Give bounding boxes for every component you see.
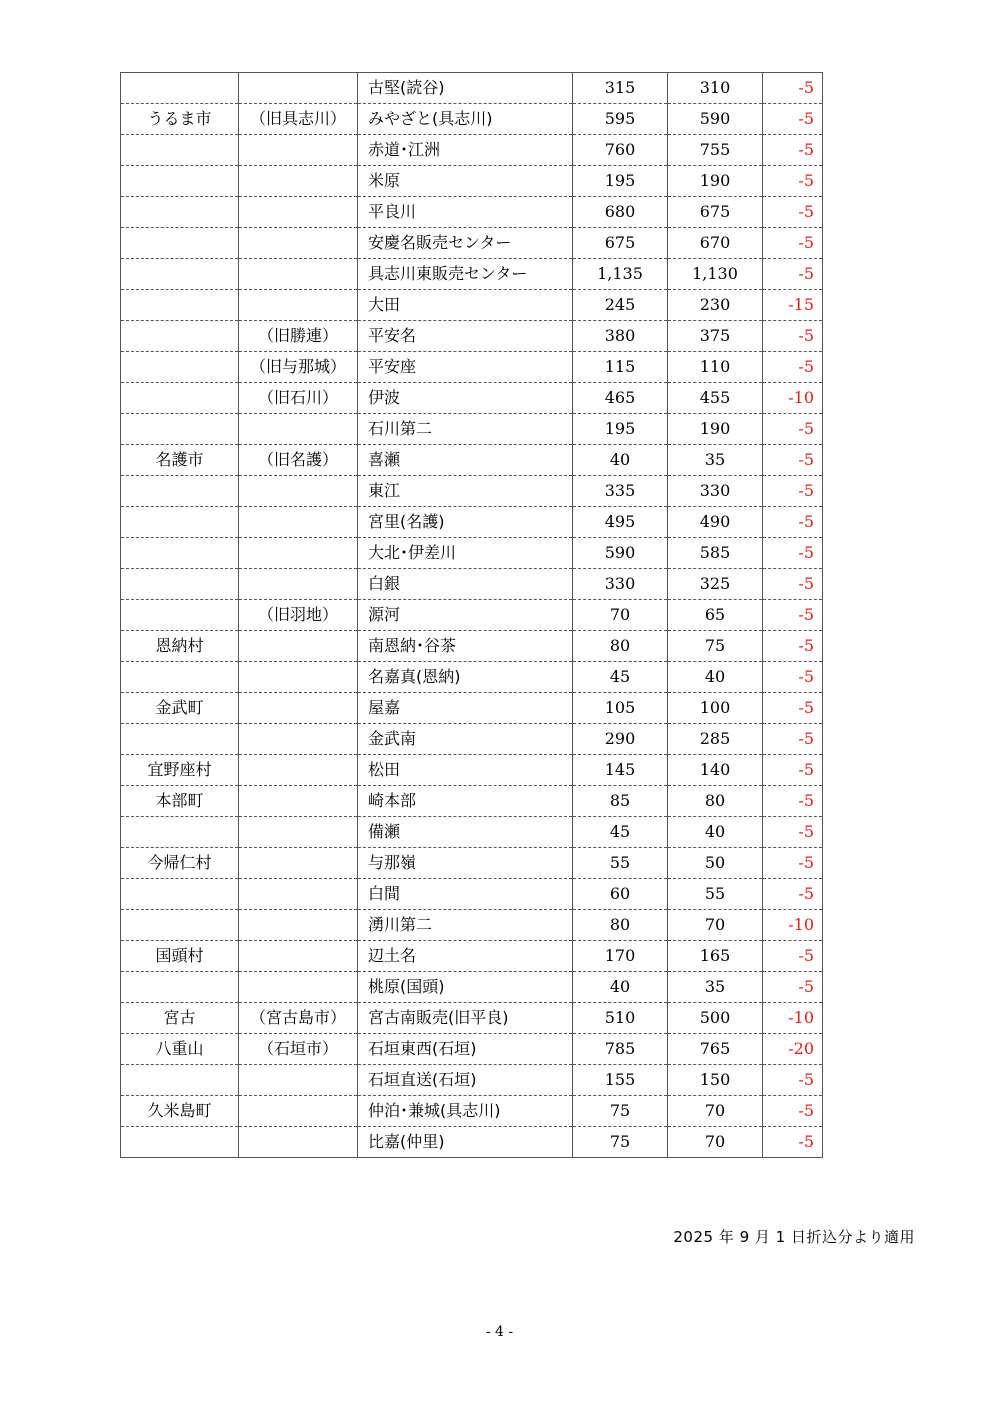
table-row — [121, 879, 823, 910]
municipality-cell — [121, 724, 239, 755]
municipality-cell — [121, 910, 239, 941]
after-count-cell: 140 — [668, 755, 763, 786]
table-row — [121, 290, 823, 321]
before-count-cell: 75 — [573, 1096, 668, 1127]
municipality-cell: 宮古 — [121, 1003, 239, 1034]
after-count-cell: 70 — [668, 1127, 763, 1158]
before-count-cell: 80 — [573, 910, 668, 941]
before-count-cell: 40 — [573, 445, 668, 476]
shop-name-cell: 源河 — [358, 600, 573, 631]
municipality-cell: 本部町 — [121, 786, 239, 817]
municipality-cell — [121, 817, 239, 848]
shop-name-cell: 大田 — [358, 290, 573, 321]
municipality-cell — [121, 259, 239, 290]
difference-cell: -5 — [763, 972, 823, 1003]
table-row — [121, 352, 823, 383]
former-area-cell: （旧具志川） — [239, 104, 358, 135]
former-area-cell: （宮古島市） — [239, 1003, 358, 1034]
difference-cell: -5 — [763, 1096, 823, 1127]
before-count-cell: 80 — [573, 631, 668, 662]
after-count-cell: 755 — [668, 135, 763, 166]
former-area-cell — [239, 73, 358, 104]
municipality-cell — [121, 228, 239, 259]
municipality-cell: 今帰仁村 — [121, 848, 239, 879]
municipality-cell: 名護市 — [121, 445, 239, 476]
after-count-cell: 165 — [668, 941, 763, 972]
shop-name-cell: 石川第二 — [358, 414, 573, 445]
shop-name-cell: 石垣東西(石垣) — [358, 1034, 573, 1065]
former-area-cell — [239, 135, 358, 166]
after-count-cell: 110 — [668, 352, 763, 383]
difference-cell: -5 — [763, 600, 823, 631]
municipality-cell — [121, 476, 239, 507]
shop-name-cell: 松田 — [358, 755, 573, 786]
former-area-cell — [239, 538, 358, 569]
former-area-cell — [239, 1065, 358, 1096]
shop-name-cell: 米原 — [358, 166, 573, 197]
after-count-cell: 80 — [668, 786, 763, 817]
difference-cell: -5 — [763, 538, 823, 569]
difference-cell: -5 — [763, 817, 823, 848]
difference-cell: -5 — [763, 73, 823, 104]
municipality-cell — [121, 135, 239, 166]
before-count-cell: 785 — [573, 1034, 668, 1065]
difference-cell: -5 — [763, 476, 823, 507]
table-row — [121, 786, 823, 817]
table-row — [121, 321, 823, 352]
municipality-cell — [121, 507, 239, 538]
after-count-cell: 40 — [668, 662, 763, 693]
table-row — [121, 600, 823, 631]
difference-cell: -5 — [763, 1127, 823, 1158]
shop-name-cell: 備瀬 — [358, 817, 573, 848]
municipality-cell: 久米島町 — [121, 1096, 239, 1127]
former-area-cell: （石垣市） — [239, 1034, 358, 1065]
before-count-cell: 595 — [573, 104, 668, 135]
table-row — [121, 972, 823, 1003]
shop-name-cell: 古堅(読谷) — [358, 73, 573, 104]
difference-cell: -5 — [763, 693, 823, 724]
before-count-cell: 290 — [573, 724, 668, 755]
former-area-cell — [239, 507, 358, 538]
difference-cell: -20 — [763, 1034, 823, 1065]
after-count-cell: 490 — [668, 507, 763, 538]
table-row — [121, 135, 823, 166]
former-area-cell — [239, 197, 358, 228]
table-row — [121, 755, 823, 786]
table-row — [121, 197, 823, 228]
shop-name-cell: みやざと(具志川) — [358, 104, 573, 135]
before-count-cell: 1,135 — [573, 259, 668, 290]
before-count-cell: 45 — [573, 817, 668, 848]
former-area-cell: （旧勝連） — [239, 321, 358, 352]
municipality-cell — [121, 414, 239, 445]
shop-name-cell: 安慶名販売センター — [358, 228, 573, 259]
after-count-cell: 455 — [668, 383, 763, 414]
before-count-cell: 105 — [573, 693, 668, 724]
difference-cell: -5 — [763, 104, 823, 135]
difference-cell: -5 — [763, 755, 823, 786]
before-count-cell: 55 — [573, 848, 668, 879]
difference-cell: -5 — [763, 197, 823, 228]
before-count-cell: 85 — [573, 786, 668, 817]
former-area-cell — [239, 476, 358, 507]
former-area-cell: （旧名護） — [239, 445, 358, 476]
municipality-cell — [121, 600, 239, 631]
shop-name-cell: 平安名 — [358, 321, 573, 352]
before-count-cell: 680 — [573, 197, 668, 228]
shop-name-cell: 宮里(名護) — [358, 507, 573, 538]
municipality-cell — [121, 290, 239, 321]
difference-cell: -5 — [763, 631, 823, 662]
difference-cell: -5 — [763, 135, 823, 166]
difference-cell: -5 — [763, 786, 823, 817]
shop-name-cell: 仲泊･兼城(具志川) — [358, 1096, 573, 1127]
difference-cell: -5 — [763, 259, 823, 290]
difference-cell: -5 — [763, 166, 823, 197]
shop-name-cell: 屋嘉 — [358, 693, 573, 724]
table-row — [121, 476, 823, 507]
shop-name-cell: 喜瀬 — [358, 445, 573, 476]
after-count-cell: 310 — [668, 73, 763, 104]
after-count-cell: 65 — [668, 600, 763, 631]
after-count-cell: 70 — [668, 1096, 763, 1127]
after-count-cell: 75 — [668, 631, 763, 662]
shop-name-cell: 白銀 — [358, 569, 573, 600]
former-area-cell — [239, 879, 358, 910]
municipality-cell — [121, 1127, 239, 1158]
former-area-cell — [239, 1127, 358, 1158]
table-row — [121, 445, 823, 476]
after-count-cell: 40 — [668, 817, 763, 848]
former-area-cell — [239, 166, 358, 197]
shop-name-cell: 伊波 — [358, 383, 573, 414]
after-count-cell: 375 — [668, 321, 763, 352]
after-count-cell: 330 — [668, 476, 763, 507]
after-count-cell: 50 — [668, 848, 763, 879]
difference-cell: -5 — [763, 724, 823, 755]
before-count-cell: 70 — [573, 600, 668, 631]
before-count-cell: 510 — [573, 1003, 668, 1034]
difference-cell: -5 — [763, 321, 823, 352]
shop-name-cell: 金武南 — [358, 724, 573, 755]
before-count-cell: 330 — [573, 569, 668, 600]
municipality-cell — [121, 569, 239, 600]
former-area-cell — [239, 693, 358, 724]
after-count-cell: 55 — [668, 879, 763, 910]
shop-name-cell: 大北･伊差川 — [358, 538, 573, 569]
table-row — [121, 383, 823, 414]
table-row — [121, 569, 823, 600]
difference-cell: -5 — [763, 662, 823, 693]
table-row — [121, 1127, 823, 1158]
after-count-cell: 670 — [668, 228, 763, 259]
difference-cell: -5 — [763, 1065, 823, 1096]
before-count-cell: 245 — [573, 290, 668, 321]
table-row — [121, 631, 823, 662]
former-area-cell — [239, 631, 358, 662]
table-row — [121, 1065, 823, 1096]
former-area-cell: （旧与那城） — [239, 352, 358, 383]
shop-name-cell: 比嘉(仲里) — [358, 1127, 573, 1158]
before-count-cell: 60 — [573, 879, 668, 910]
former-area-cell — [239, 290, 358, 321]
municipality-cell — [121, 538, 239, 569]
municipality-cell — [121, 383, 239, 414]
before-count-cell: 75 — [573, 1127, 668, 1158]
shop-name-cell: 白間 — [358, 879, 573, 910]
former-area-cell — [239, 724, 358, 755]
municipality-cell — [121, 166, 239, 197]
difference-cell: -5 — [763, 848, 823, 879]
table-row — [121, 104, 823, 135]
former-area-cell — [239, 662, 358, 693]
former-area-cell: （旧羽地） — [239, 600, 358, 631]
shop-name-cell: 南恩納･谷茶 — [358, 631, 573, 662]
before-count-cell: 335 — [573, 476, 668, 507]
shop-name-cell: 名嘉真(恩納) — [358, 662, 573, 693]
shop-name-cell: 辺土名 — [358, 941, 573, 972]
after-count-cell: 285 — [668, 724, 763, 755]
difference-cell: -10 — [763, 1003, 823, 1034]
difference-cell: -10 — [763, 910, 823, 941]
before-count-cell: 145 — [573, 755, 668, 786]
difference-cell: -5 — [763, 352, 823, 383]
municipality-cell — [121, 662, 239, 693]
before-count-cell: 195 — [573, 414, 668, 445]
shop-name-cell: 具志川東販売センター — [358, 259, 573, 290]
before-count-cell: 315 — [573, 73, 668, 104]
before-count-cell: 45 — [573, 662, 668, 693]
before-count-cell: 40 — [573, 972, 668, 1003]
table-row — [121, 1096, 823, 1127]
municipality-cell — [121, 972, 239, 1003]
before-count-cell: 465 — [573, 383, 668, 414]
municipality-cell: 八重山 — [121, 1034, 239, 1065]
former-area-cell — [239, 414, 358, 445]
after-count-cell: 500 — [668, 1003, 763, 1034]
table-row — [121, 166, 823, 197]
difference-cell: -15 — [763, 290, 823, 321]
before-count-cell: 495 — [573, 507, 668, 538]
before-count-cell: 760 — [573, 135, 668, 166]
table-row — [121, 73, 823, 104]
table-body — [121, 73, 823, 1158]
table-row — [121, 414, 823, 445]
table-row — [121, 1003, 823, 1034]
shop-name-cell: 平良川 — [358, 197, 573, 228]
table-row — [121, 507, 823, 538]
former-area-cell — [239, 755, 358, 786]
table-row — [121, 228, 823, 259]
table-row — [121, 817, 823, 848]
difference-cell: -5 — [763, 507, 823, 538]
former-area-cell — [239, 259, 358, 290]
table-row — [121, 910, 823, 941]
former-area-cell — [239, 786, 358, 817]
municipality-cell — [121, 879, 239, 910]
after-count-cell: 150 — [668, 1065, 763, 1096]
municipality-cell: うるま市 — [121, 104, 239, 135]
municipality-cell: 金武町 — [121, 693, 239, 724]
table-row — [121, 259, 823, 290]
former-area-cell — [239, 569, 358, 600]
municipality-cell: 国頭村 — [121, 941, 239, 972]
municipality-cell: 宜野座村 — [121, 755, 239, 786]
after-count-cell: 585 — [668, 538, 763, 569]
after-count-cell: 590 — [668, 104, 763, 135]
after-count-cell: 325 — [668, 569, 763, 600]
difference-cell: -5 — [763, 414, 823, 445]
former-area-cell — [239, 848, 358, 879]
shop-name-cell: 湧川第二 — [358, 910, 573, 941]
before-count-cell: 380 — [573, 321, 668, 352]
difference-cell: -5 — [763, 879, 823, 910]
after-count-cell: 35 — [668, 972, 763, 1003]
former-area-cell: （旧石川） — [239, 383, 358, 414]
after-count-cell: 35 — [668, 445, 763, 476]
distribution-table — [120, 72, 823, 1158]
municipality-cell — [121, 73, 239, 104]
table-row — [121, 662, 823, 693]
effective-date-note: 2025 年 9 月 1 日折込分より適用 — [673, 1228, 915, 1246]
shop-name-cell: 平安座 — [358, 352, 573, 383]
former-area-cell — [239, 228, 358, 259]
shop-name-cell: 石垣直送(石垣) — [358, 1065, 573, 1096]
before-count-cell: 195 — [573, 166, 668, 197]
before-count-cell: 590 — [573, 538, 668, 569]
difference-cell: -5 — [763, 941, 823, 972]
page-number: - 4 - — [485, 1324, 514, 1340]
after-count-cell: 70 — [668, 910, 763, 941]
after-count-cell: 675 — [668, 197, 763, 228]
table-row — [121, 538, 823, 569]
after-count-cell: 190 — [668, 414, 763, 445]
difference-cell: -10 — [763, 383, 823, 414]
difference-cell: -5 — [763, 228, 823, 259]
shop-name-cell: 赤道･江洲 — [358, 135, 573, 166]
municipality-cell: 恩納村 — [121, 631, 239, 662]
municipality-cell — [121, 197, 239, 228]
after-count-cell: 100 — [668, 693, 763, 724]
municipality-cell — [121, 352, 239, 383]
after-count-cell: 1,130 — [668, 259, 763, 290]
former-area-cell — [239, 817, 358, 848]
former-area-cell — [239, 941, 358, 972]
after-count-cell: 765 — [668, 1034, 763, 1065]
after-count-cell: 190 — [668, 166, 763, 197]
difference-cell: -5 — [763, 569, 823, 600]
former-area-cell — [239, 972, 358, 1003]
difference-cell: -5 — [763, 445, 823, 476]
table-row — [121, 693, 823, 724]
municipality-cell — [121, 1065, 239, 1096]
former-area-cell — [239, 1096, 358, 1127]
before-count-cell: 675 — [573, 228, 668, 259]
after-count-cell: 230 — [668, 290, 763, 321]
before-count-cell: 115 — [573, 352, 668, 383]
shop-name-cell: 宮古南販売(旧平良) — [358, 1003, 573, 1034]
before-count-cell: 155 — [573, 1065, 668, 1096]
table-row — [121, 724, 823, 755]
table-row — [121, 1034, 823, 1065]
shop-name-cell: 東江 — [358, 476, 573, 507]
shop-name-cell: 崎本部 — [358, 786, 573, 817]
table-row — [121, 941, 823, 972]
shop-name-cell: 与那嶺 — [358, 848, 573, 879]
municipality-cell — [121, 321, 239, 352]
table-row — [121, 848, 823, 879]
former-area-cell — [239, 910, 358, 941]
shop-name-cell: 桃原(国頭) — [358, 972, 573, 1003]
before-count-cell: 170 — [573, 941, 668, 972]
